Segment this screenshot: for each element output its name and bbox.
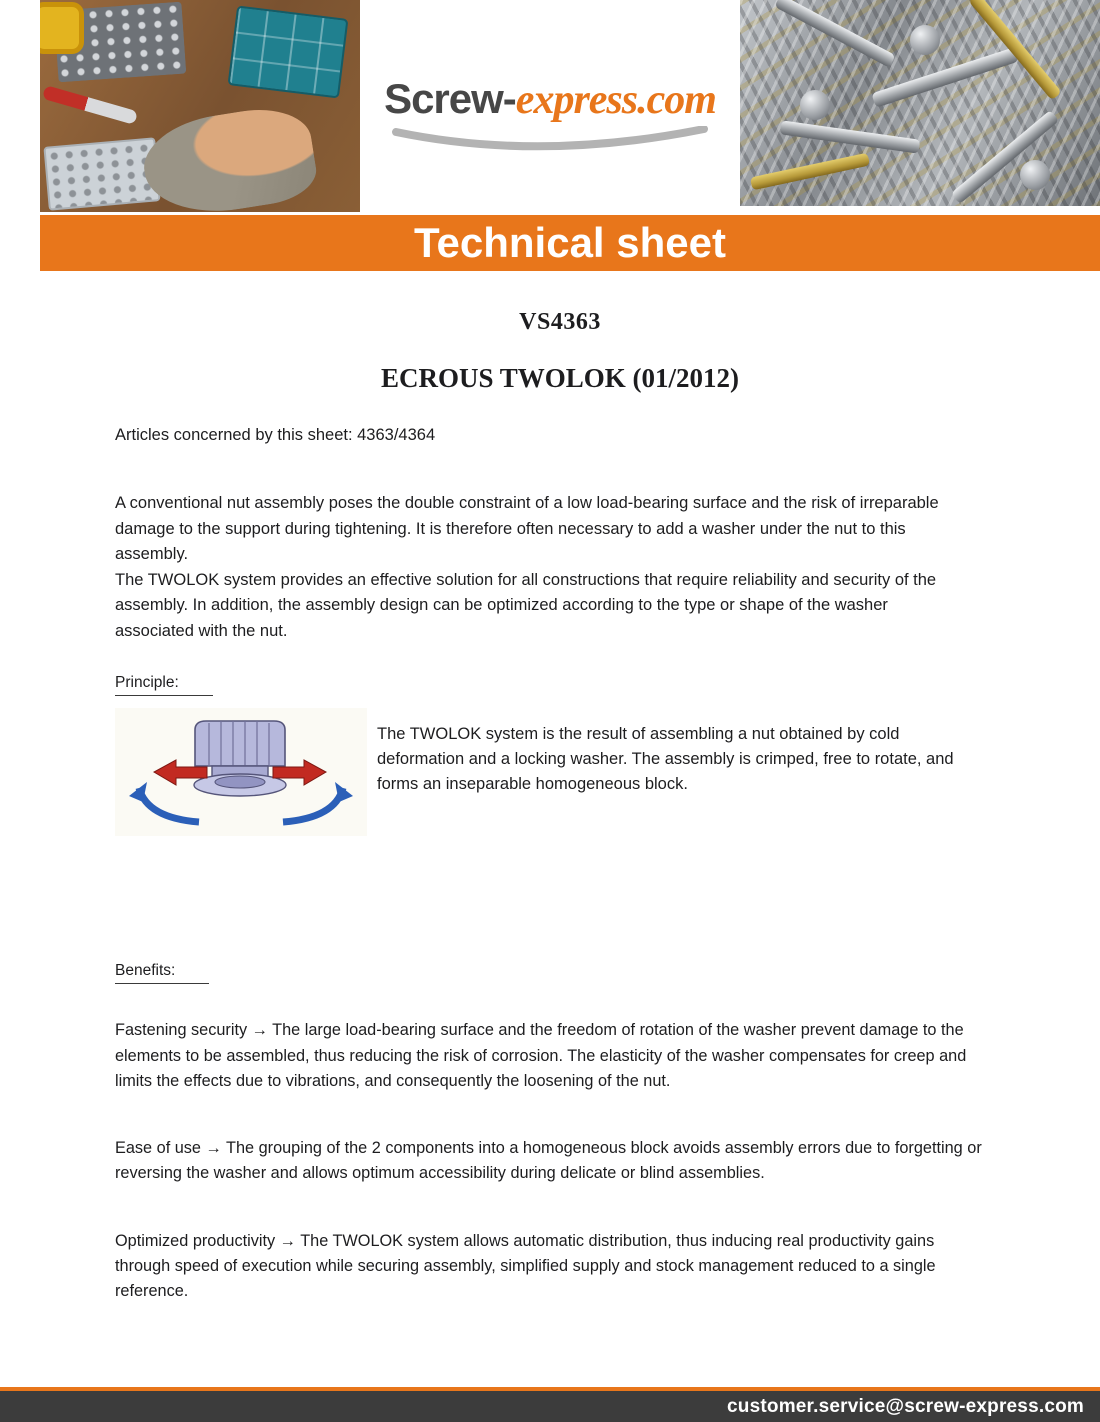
banner-title: Technical sheet — [413, 219, 726, 266]
photo-detail — [951, 110, 1060, 204]
principle-text: The TWOLOK system is the result of assembling a nut obtained by cold deformation and a locking washer. The assembly is crimped, free to rotate, and forms an inseparable homogeneous block. — [377, 725, 954, 793]
photo-detail — [800, 90, 830, 120]
articles-line: Articles concerned by this sheet: 4363/4364 — [115, 426, 436, 444]
logo-swoosh-icon — [390, 126, 710, 156]
photo-detail — [40, 2, 84, 54]
document-content — [0, 271, 1100, 1304]
logo-text-express: express.com — [515, 76, 716, 123]
section-heading-benefits: Benefits: — [115, 962, 209, 984]
footer-email: customer.service@screw-express.com — [727, 1395, 1084, 1417]
photo-detail — [43, 137, 160, 211]
nut-washer-illustration-icon — [115, 708, 367, 836]
logo-text — [384, 75, 716, 124]
page-header — [0, 0, 1100, 212]
document-ref: VS4363 — [519, 309, 601, 335]
twolok-diagram — [115, 708, 367, 836]
photo-detail — [228, 5, 349, 98]
photo-detail — [750, 153, 870, 191]
benefit-item: Optimized productivity → The TWOLOK system allows automatic distribution, thus inducing real productivity gains through speed of execution while securing assembly, simplified supply and stock management reduced to a single reference. — [115, 1231, 936, 1301]
photo-detail — [774, 0, 895, 68]
document-title: ECROUS TWOLOK (01/2012) — [380, 363, 740, 393]
benefit-item: Ease of use → The grouping of the 2 components into a homogeneous block avoids assembly errors due to forgetting or reversing the washer and allows optimum accessibility during delicate or blind assemblies. — [115, 1139, 982, 1183]
photo-detail — [968, 0, 1062, 100]
page-footer — [0, 1387, 1100, 1422]
photo-detail — [42, 85, 138, 125]
technical-sheet-banner — [40, 215, 1100, 271]
intro-section — [115, 491, 970, 644]
photo-detail — [780, 120, 921, 153]
intro-paragraph: The TWOLOK system provides an effective solution for all constructions that require reliability and security of the assembly. In addition, the assembly design can be optimized according to the type or shape of the washer associated with the nut. — [115, 570, 937, 640]
photo-detail — [1020, 160, 1050, 190]
footer-bar — [0, 1391, 1100, 1422]
logo-text-screw: Screw- — [384, 74, 516, 122]
screws-photo — [740, 0, 1100, 206]
benefit-item: Fastening security → The large load-bearing surface and the freedom of rotation of the washer prevent damage to the elements to be assembled, thus reducing the risk of corrosion. The elasticity of the washer compensates for creep and limits the effects due to vibrations, and consequently the loosening of the nut. — [115, 1021, 967, 1090]
principle-row — [115, 708, 1005, 836]
principle-section — [115, 674, 1005, 696]
workbench-photo — [40, 0, 360, 212]
section-heading-principle: Principle: — [115, 674, 213, 696]
photo-detail — [138, 101, 321, 212]
intro-paragraph: A conventional nut assembly poses the double constraint of a low load-bearing surface and the risk of irreparable damage to the support during tightening. It is therefore often necessary to add a washer under the nut to this assembly. — [115, 494, 939, 564]
brand-logo — [360, 0, 740, 212]
photo-detail — [910, 25, 940, 55]
benefits-section — [115, 962, 1005, 984]
